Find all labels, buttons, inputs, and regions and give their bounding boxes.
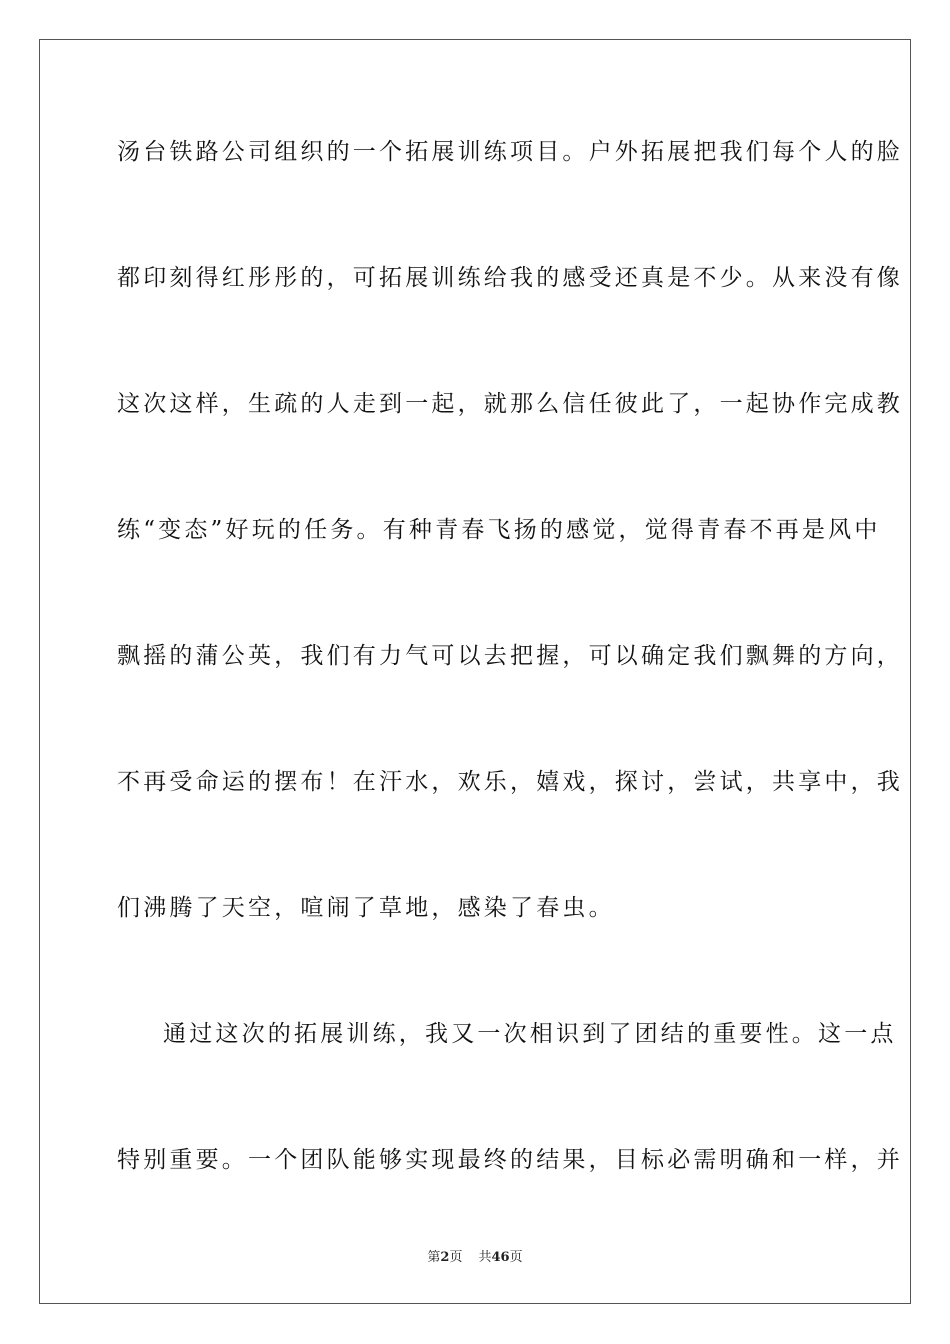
page-number: 2 [440, 1250, 450, 1265]
page-prefix: 第 [427, 1250, 441, 1265]
text-line-7: 们沸腾了天空，喧闹了草地，感染了春虫。 [117, 895, 615, 921]
text-line-1: 汤台铁路公司组织的一个拓展训练项目。户外拓展把我们每个人的脸 [117, 139, 903, 165]
text-line-9: 特别重要。一个团队能够实现最终的结果，目标必需明确和一样，并 [117, 1147, 903, 1173]
text-line-3: 这次这样，生疏的人走到一起，就那么信任彼此了，一起协作完成教 [117, 391, 903, 417]
text-line-4: 练“变态”好玩的任务。有种青春飞扬的感觉，觉得青春不再是风中 [117, 517, 881, 543]
page-footer [0, 1246, 950, 1265]
text-line-2: 都印刻得红彤彤的，可拓展训练给我的感受还真是不少。从来没有像 [117, 265, 903, 291]
document-body [117, 124, 903, 1258]
text-line-8: 通过这次的拓展训练，我又一次相识到了团结的重要性。这一点 [163, 1021, 897, 1047]
page-suffix: 页 [449, 1250, 463, 1265]
total-prefix: 共 [478, 1250, 492, 1265]
total-pages: 46 [491, 1250, 510, 1265]
text-line-6: 不再受命运的摆布！在汗水，欢乐，嬉戏，探讨，尝试，共享中，我 [117, 769, 903, 795]
total-suffix: 页 [509, 1250, 523, 1265]
text-line-5: 飘摇的蒲公英，我们有力气可以去把握，可以确定我们飘舞的方向， [117, 643, 903, 669]
